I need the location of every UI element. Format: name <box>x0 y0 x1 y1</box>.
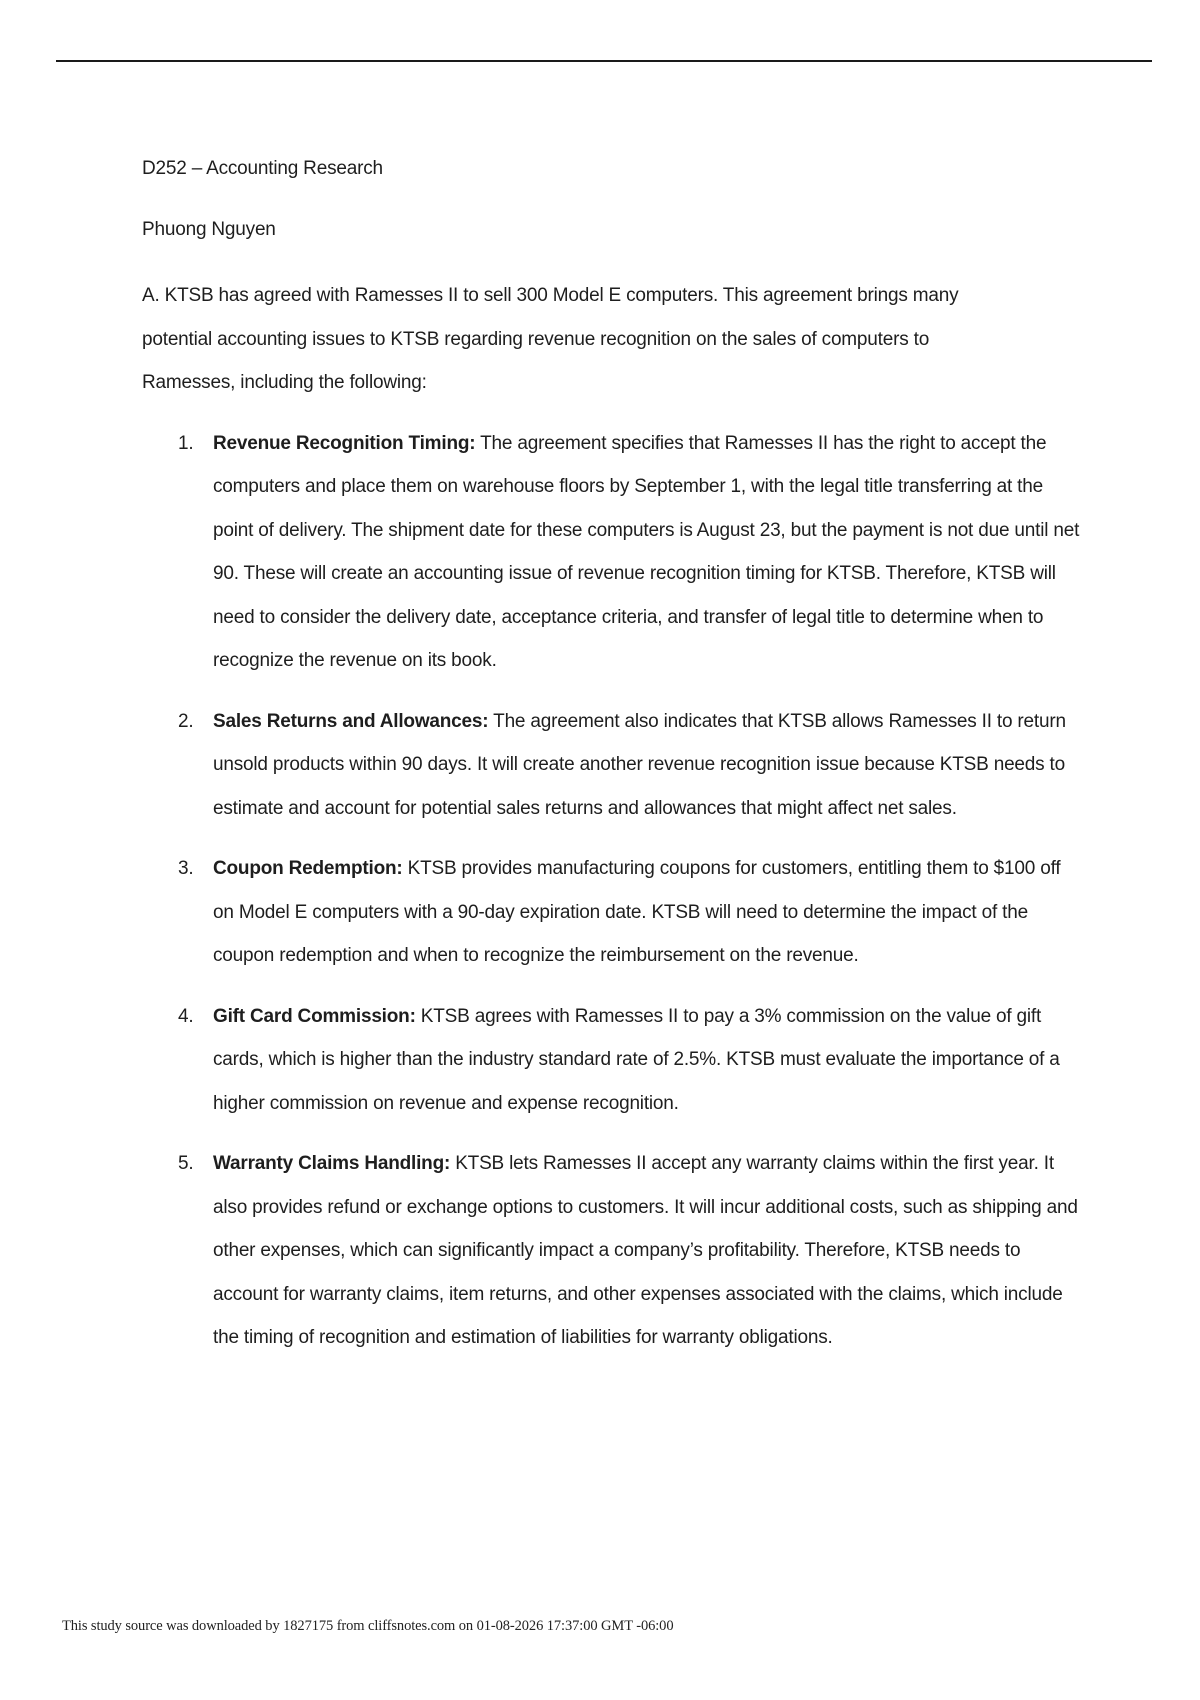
issue-number: 5. <box>178 1153 194 1174</box>
issues-list <box>142 422 1082 1360</box>
issue-title: Sales Returns and Allowances: <box>213 710 489 732</box>
issue-text: The agreement also indicates that KTSB allows Ramesses II to return unsold products within 90 days. It will create another revenue recognition issue because KTSB needs to estimate and account for potential sales returns and allowances that might affect net sales. <box>213 710 1066 819</box>
issue-text: The agreement specifies that Ramesses II has the right to accept the computers and place them on warehouse floors by September 1, with the legal title transferring at the point of delivery. The shipment date for these computers is August 23, but the payment is not due until net 90. These will create an accounting issue of revenue recognition timing for KTSB. Therefore, KTSB will need to consider the delivery date, acceptance criteria, and transfer of legal title to determine when to recognize the revenue on its book. <box>213 432 1080 671</box>
header-rule <box>56 60 1152 62</box>
issue-number: 4. <box>178 1005 194 1027</box>
issue-text: KTSB lets Ramesses II accept any warranty claims within the first year. It also provides refund or exchange options to customers. It will incur additional costs, such as shipping and other expenses, which can significantly impact a company’s profitability. Therefore, KTSB needs to account for warranty claims, item returns, and other expenses associated with the claims, which include the timing of recognition and estimation of liabilities for warranty obligations. <box>213 1153 1078 1348</box>
issue-title: Coupon Redemption: <box>213 858 403 879</box>
issue-title: Warranty Claims Handling: <box>213 1153 451 1174</box>
issue-item <box>142 700 1083 831</box>
issue-text: KTSB agrees with Ramesses II to pay a 3% commission on the value of gift cards, which is higher than the industry standard rate of 2.5%. KTSB must evaluate the importance of a higher commission on revenue and expense recognition. <box>213 1005 1060 1114</box>
issue-text: KTSB provides manufacturing coupons for customers, entitling them to $100 off on Model E computers with a 90-day expiration date. KTSB will need to determine the impact of the coupon redemption and when to recognize the reimbursement on the revenue. <box>213 858 1061 966</box>
issue-title: Gift Card Commission: <box>213 1005 416 1027</box>
author-name: Phuong Nguyen <box>142 219 276 240</box>
issue-number: 1. <box>178 432 194 454</box>
issue-item <box>142 422 1083 683</box>
download-source-notice: This study source was downloaded by 1827175 from cliffsnotes.com on 01-08-2026 17:37:00 GMT -06:00 <box>62 1618 674 1634</box>
intro-paragraph: A. KTSB has agreed with Ramesses II to sell 300 Model E computers. This agreement brings many potential accounting issues to KTSB regarding revenue recognition on the sales of computers to Ramesses, including the following: <box>142 285 959 393</box>
issue-number: 2. <box>178 710 194 732</box>
document-body <box>142 152 1082 1377</box>
issue-title: Revenue Recognition Timing: <box>213 432 476 454</box>
issue-item <box>142 847 1083 978</box>
issue-number: 3. <box>178 858 194 879</box>
course-title: D252 – Accounting Research <box>142 158 383 179</box>
issue-item <box>142 995 1083 1126</box>
issue-item <box>142 1142 1083 1360</box>
